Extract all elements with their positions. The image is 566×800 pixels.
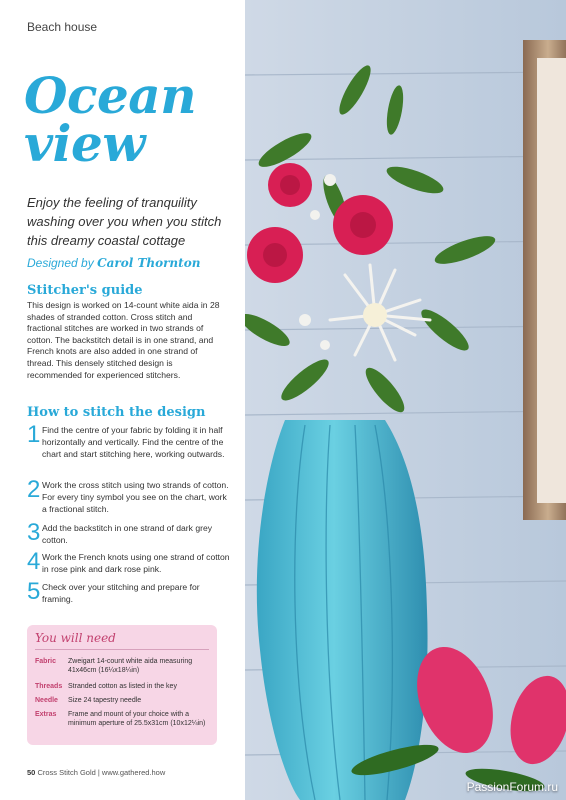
need-value: Frame and mount of your choice with a minimum aperture of 25.5x31cm (10x12¼in) — [68, 711, 206, 727]
page-number: 50 — [27, 768, 36, 777]
step-number: 5 — [27, 578, 41, 605]
title-line-1: Ocean — [24, 66, 197, 125]
need-value: Size 24 tapestry needle — [68, 697, 142, 704]
photo-panel — [245, 0, 566, 800]
need-label: Needle — [35, 697, 58, 704]
step-number: 1 — [27, 421, 41, 448]
need-value: Stranded cotton as listed in the key — [68, 683, 177, 690]
step-number: 3 — [27, 519, 41, 546]
standfirst: Enjoy the feeling of tranquility washing over you when you stitch this dreamy coastal cottage — [27, 195, 222, 248]
need-label: Threads — [35, 683, 63, 690]
need-value: Zweigart 14-count white aida measuring 41x46cm (16¼x18¼in) — [68, 658, 193, 674]
step-number: 4 — [27, 548, 41, 575]
you-will-need-heading: You will need — [35, 631, 116, 645]
designer-byline — [27, 256, 200, 270]
step-text: Work the French knots using one strand of cotton in rose pink and dark rose pink. — [42, 552, 230, 575]
footer-text: Cross Stitch Gold | www.gathered.how — [37, 768, 166, 777]
title-line-2: view — [24, 114, 145, 173]
step-text: Find the centre of your fabric by folding it in half horizontally and vertically. Find the centre of the chart and start stitching here, working outwards. — [42, 425, 225, 460]
page-title — [24, 66, 197, 173]
how-to-heading: How to stitch the design — [27, 405, 206, 420]
divider — [35, 649, 209, 650]
step-text: Add the backstitch in one strand of dark grey cotton. — [42, 523, 213, 546]
step-text: Check over your stitching and prepare for framing. — [42, 582, 200, 605]
page-footer — [27, 768, 165, 777]
designer-prefix: Designed by — [27, 256, 94, 270]
designer-name: Carol Thornton — [97, 256, 201, 270]
text-column — [0, 0, 245, 800]
stitchers-guide-body: This design is worked on 14-count white aida in 28 shades of stranded cotton. Cross stitch and fractional stitches are worked in two strands of cotton. The backstitch detail is in one strand, and French knots are also added in one strand of thread. This densely stitched design is recommended for experienced stitchers. — [27, 300, 220, 380]
need-label: Extras — [35, 711, 57, 718]
section-label: Beach house — [27, 20, 98, 34]
watermark: PassionForum.ru — [466, 780, 558, 794]
you-will-need-box — [27, 625, 217, 745]
stitchers-guide-heading: Stitcher's guide — [27, 283, 143, 298]
vase-flowers-photo — [245, 0, 566, 800]
need-label: Fabric — [35, 658, 57, 665]
step-text: Work the cross stitch using two strands of cotton. For every tiny symbol you see on the chart, work a fractional stitch. — [42, 480, 229, 515]
step-number: 2 — [27, 476, 41, 503]
